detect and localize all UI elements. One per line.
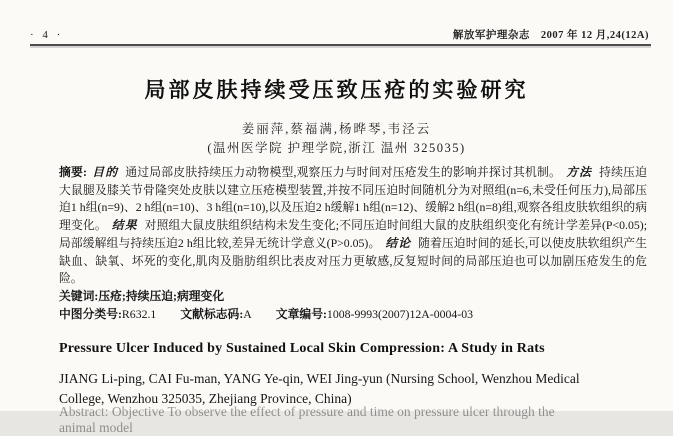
conclusion-text: 随着压迫时间的延长,可以使皮肤软组织产生缺血、缺氧、坏死的变化,肌肉及脂肪组织比表皮对压力更敏感,反复短时间的局部压迫也可以加剧压疮发生的危险。 — [59, 235, 647, 286]
authors-cn: 姜丽萍,蔡福满,杨晔琴,韦泾云 — [241, 122, 432, 136]
affiliation-cn: (温州医学院 护理学院,浙江 温州 325035) — [207, 141, 466, 155]
conclusion-label: 结论 — [385, 235, 412, 250]
abstract-block — [59, 164, 647, 323]
journal-title-date: 解放军护理杂志 2007 年 12 月,24(12A) — [452, 30, 649, 41]
doc-code-value: A — [243, 306, 252, 321]
clc-label: 中图分类号: — [59, 306, 122, 321]
article-id-value: 1008-9993(2007)12A-0004-03 — [326, 306, 474, 321]
authors-en-line2: College, Wenzhou 325035, Zhejiang Province, China) — [59, 391, 352, 406]
page-number: · 4 · — [30, 29, 64, 41]
objective-label: 目的 — [91, 165, 119, 179]
keywords-text: 压疮;持续压迫;病理变化 — [98, 288, 225, 303]
article-title-en: Pressure Ulcer Induced by Sustained Local Skin Compression: A Study in Rats — [59, 341, 545, 356]
keywords-label: 关键词: — [59, 288, 99, 303]
methods-text: 持续压迫大鼠腿及膝关节骨隆突处皮肤以建立压疮模型装置,并按不同压迫时间随机分为对照组(n=6,未受任何压力),局部压迫1 h组(n=9)、2 h组(n=10)、3 h组(n=10),以及压迫2 h缓解1 h组(n=12)、缓解2 h组(n=8)组,观察各组皮肤软组织的病理变化。 — [59, 165, 647, 233]
clc-value: R632.1 — [121, 306, 157, 321]
classification-line — [59, 306, 647, 324]
clipped-bottom-line: Abstract: Objective To observe the effect of pressure and time on pressure ulcer through the animal model — [59, 404, 555, 435]
keywords-line — [59, 288, 647, 306]
article-id-label: 文章编号: — [275, 306, 327, 321]
results-text: 对照组大鼠皮肤组织结构未发生变化;不同压迫时间组大鼠的皮肤组织变化有统计学差异(P<0.05);局部缓解组与持续压迫2 h组比较,差异无统计学意义(P>0.05)。 — [59, 218, 647, 250]
objective-text: 通过局部皮肤持续压力动物模型,观察压力与时间对压疮发生的影响并探讨其机制。 — [125, 165, 562, 179]
doc-code-label: 文献标志码: — [180, 306, 244, 321]
methods-label: 方法 — [566, 165, 593, 179]
abstract-label: 摘要: — [59, 165, 87, 179]
authors-en-line1: JIANG Li-ping, CAI Fu-man, YANG Ye-qin, WEI Jing-yun (Nursing School, Wenzhou Medical — [59, 371, 580, 386]
article-title-cn: 局部皮肤持续受压致压疮的实验研究 — [144, 78, 529, 102]
abstract-paragraph — [59, 164, 647, 288]
page-header — [30, 27, 649, 42]
results-label: 结果 — [111, 218, 138, 233]
header-rule — [30, 44, 651, 46]
